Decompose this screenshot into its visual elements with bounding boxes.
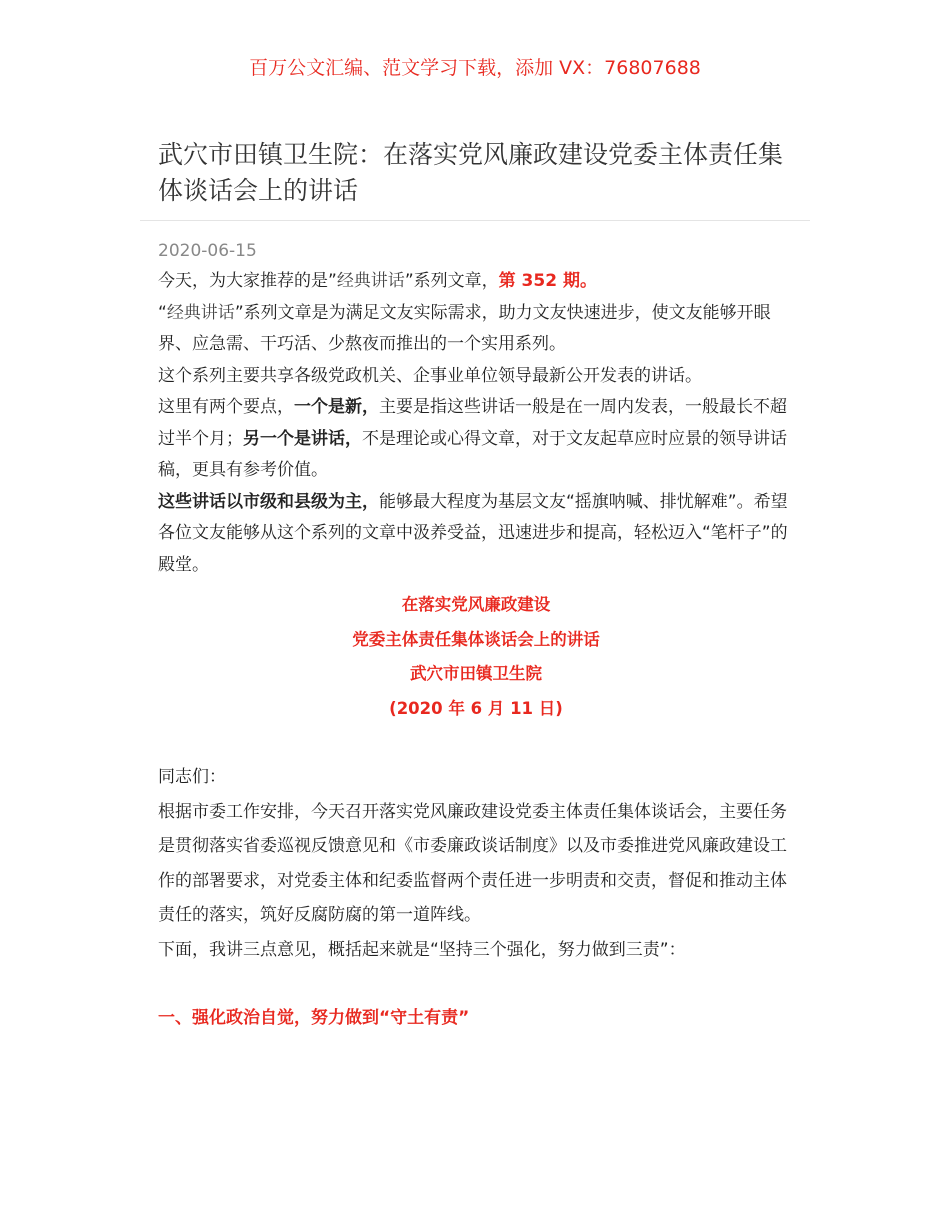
intro-p2-open: “ (158, 302, 167, 323)
intro-p4-e: 不是理论或心得文章，对于文友起草应时应景的领导讲话稿，更具有参考价值。 (158, 428, 787, 480)
intro-p1-prefix: 今天，为大家推荐的是” (158, 271, 337, 291)
section-heading-1: 一、强化政治自觉，努力做到“守土有责” (158, 1008, 470, 1028)
intro-p4-a: 这里有两个要点， (158, 397, 294, 417)
intro-p4-b: 一个是新， (294, 397, 379, 417)
series-name: 经典讲话 (336, 271, 405, 291)
intro-p2-rest: ”系列文章是为满足文友实际需求，助力文友快速进步，使文友能够开眼界、应急需、干巧活、少熬夜而推出的一个实用系列。 (158, 302, 771, 354)
intro-paragraph-5 (158, 487, 794, 582)
intro-p5-a: 这些讲话以市级和县级为主， (158, 491, 379, 512)
speech-organization: 武穴市田镇卫生院 (410, 664, 542, 683)
speech-title-line-2: 党委主体责任集体谈话会上的讲话 (352, 629, 600, 649)
speech-paragraph-2: 下面，我讲三点意见，概括起来就是“坚持三个强化，努力做到三责”： (158, 939, 686, 960)
speech-paragraph-1: 根据市委工作安排，今天召开落实党风廉政建设党委主体责任集体谈话会，主要任务是贯彻落实省委巡视反馈意见和《市委廉政谈话制度》以及市委推进党风廉政建设工作的部署要求，对党委主体和纪委监督两个责任进一步明责和交责，督促和推动主体责任的落实，筑好反腐防腐的第一道阵线。 (158, 801, 787, 925)
series-name-2: 经典讲话 (166, 302, 235, 323)
article-title: 武穴市田镇卫生院：在落实党风廉政建设党委主体责任集体谈话会上的讲话 (158, 140, 784, 205)
intro-paragraph-2 (158, 298, 794, 361)
speech-title-line-1: 在落实党风廉政建设 (401, 595, 551, 614)
intro-p5-b: 能够最大程度为基层文友“摇旗呐喊、排忧解难”。希望各位文友能够从这个系列的文章中汲养受益，迅速进步和提高，轻松迈入“笔杆子”的殿堂。 (158, 491, 788, 575)
intro-section (158, 266, 794, 581)
intro-paragraph-1 (158, 266, 794, 298)
intro-p4-c: 主要是指这些讲话一般是在一周内发表，一般最长不超过半个月； (158, 397, 787, 449)
intro-p1-mid: ”系列文章， (404, 271, 499, 291)
intro-paragraph-4 (158, 392, 794, 487)
intro-p4-d: 另一个是讲话， (243, 428, 362, 449)
speech-body (158, 760, 794, 967)
speech-date: (2020 年 6 月 11 日) (389, 698, 563, 718)
issue-number: 第 352 期。 (498, 271, 597, 291)
speech-header (158, 588, 794, 726)
title-divider (140, 220, 810, 221)
intro-paragraph-3: 这个系列主要共享各级党政机关、企事业单位领导最新公开发表的讲话。 (158, 365, 702, 386)
download-banner: 百万公文汇编、范文学习下载，添加 VX：76807688 (249, 57, 701, 79)
publish-date: 2020-06-15 (158, 241, 257, 261)
speech-salutation: 同志们： (158, 767, 226, 787)
